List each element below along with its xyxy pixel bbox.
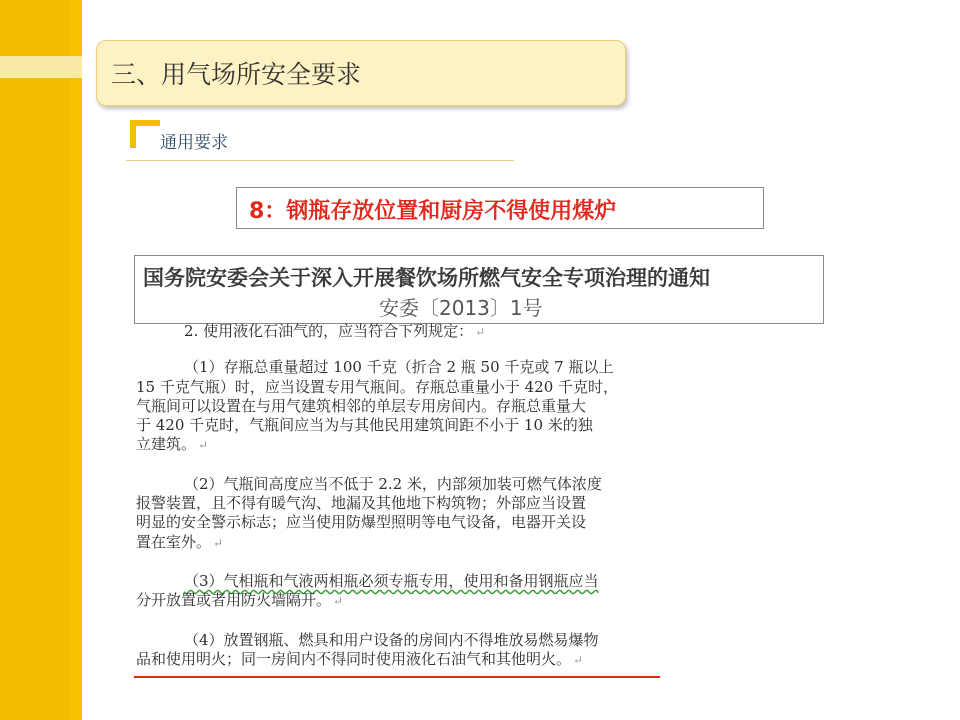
document-line: （3）气相瓶和气液两相瓶必须专瓶专用，使用和备用钢瓶应当 (184, 571, 599, 590)
section-divider (126, 160, 514, 161)
document-line: （1）存瓶总重量超过 100 千克（折合 2 瓶 50 千克或 7 瓶以上 (184, 358, 614, 377)
highlight-text: 8：钢瓶存放位置和厨房不得使用煤炉 (249, 199, 617, 224)
document-paragraph-1 (136, 358, 816, 455)
return-mark-icon: ↵ (475, 325, 486, 339)
title-banner (96, 40, 626, 106)
notice-doc-number: 安委〔2013〕1号 (379, 296, 543, 320)
emphasis-underline (134, 676, 660, 678)
document-line: 立建筑。 ↵ (136, 435, 209, 454)
return-mark-icon: ↵ (198, 438, 209, 453)
document-heading: 2. 使用液化石油气的，应当符合下列规定： ↵ (184, 322, 486, 340)
left-accent-bar (0, 0, 82, 720)
document-line: 报警装置，且不得有暖气沟、地漏及其他地下构筑物；外部应当设置 (136, 494, 587, 513)
document-line: （4）放置钢瓶、燃具和用户设备的房间内不得堆放易燃易爆物 (184, 630, 599, 649)
document-line: 分开放置或者用防火墙隔开。 ↵ (136, 591, 344, 610)
notice-title: 国务院安委会关于深入开展餐饮场所燃气安全专项治理的通知 (143, 266, 710, 290)
return-mark-icon: ↵ (213, 535, 224, 550)
document-paragraph-3 (136, 572, 816, 612)
document-line: 明显的安全警示标志；应当使用防爆型照明等电气设备，电器开关设 (136, 513, 587, 532)
return-mark-icon: ↵ (333, 594, 344, 609)
left-accent-bar-fill (0, 0, 70, 720)
document-paragraph-2 (136, 475, 816, 553)
document-line: 品和使用明火；同一房间内不得同时使用液化石油气和其他明火。 ↵ (136, 649, 584, 668)
section-label: 通用要求 (160, 133, 228, 153)
document-line: 15 千克气瓶）时，应当设置专用气瓶间。存瓶总重量小于 420 千克时， (136, 377, 619, 396)
highlight-box (236, 187, 764, 229)
document-line: 于 420 千克时，气瓶间应当为与其他民用建筑间距不小于 10 米的独 (136, 416, 593, 435)
document-excerpt (136, 322, 816, 689)
document-line: 气瓶间可以设置在与用气建筑相邻的单层专用房间内。存瓶总重量大 (136, 396, 587, 415)
document-paragraph-4 (136, 631, 816, 671)
notice-box (134, 255, 824, 324)
document-line: 置在室外。 ↵ (136, 532, 224, 551)
left-accent-stripe (0, 56, 82, 78)
slide-title: 三、用气场所安全要求 (111, 60, 362, 89)
document-line: （2）气瓶间高度应当不低于 2.2 米，内部须加装可燃气体浓度 (184, 474, 602, 493)
section-corner-mark (130, 120, 160, 148)
return-mark-icon: ↵ (573, 652, 584, 667)
